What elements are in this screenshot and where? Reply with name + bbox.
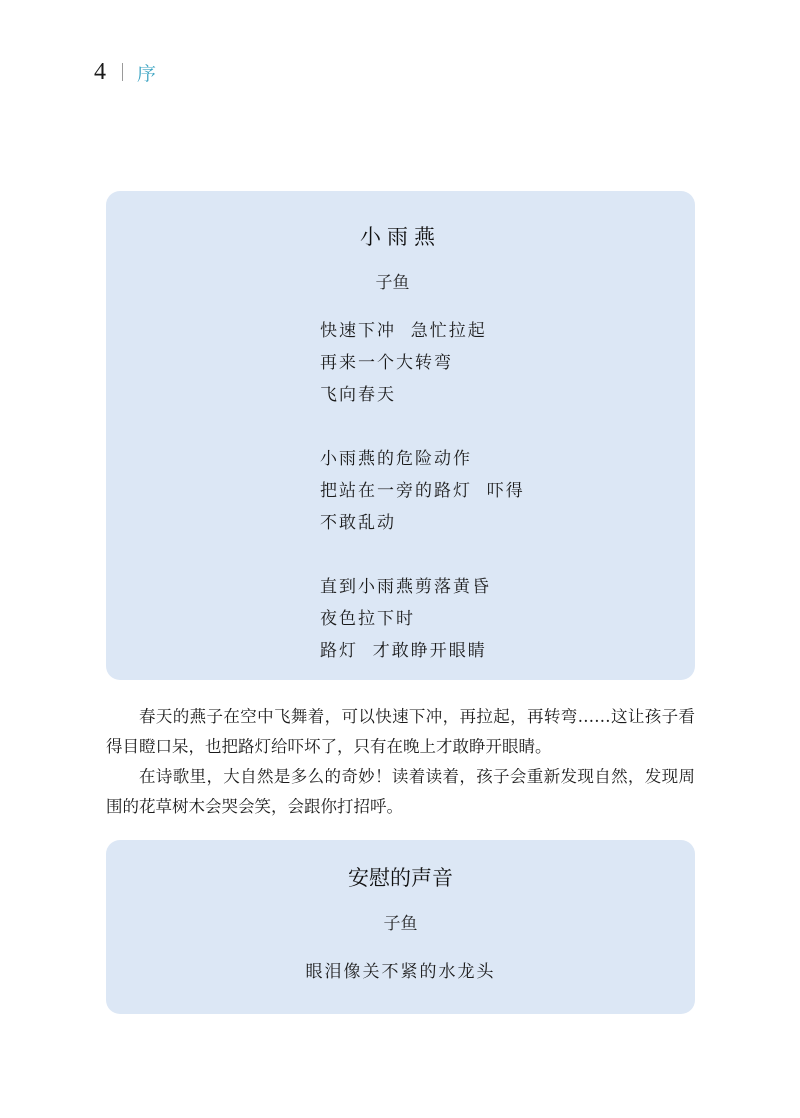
poem-line: 飞向春天 — [320, 385, 396, 405]
poem-title: 小雨燕 — [360, 225, 441, 249]
poem-line: 快速下冲 急忙拉起 — [320, 321, 487, 341]
stanza — [320, 571, 525, 667]
section-title: 序 — [137, 62, 157, 85]
poem-box-comfort — [106, 840, 695, 1014]
stanza — [320, 443, 525, 539]
poem-line: 直到小雨燕剪落黄昏 — [320, 577, 491, 597]
page-header — [94, 56, 156, 88]
page-number: 4 — [94, 58, 106, 85]
poem-title: 安慰的声音 — [348, 866, 453, 890]
stanza — [320, 315, 525, 411]
paragraph: 在诗歌里，大自然是多么的奇妙！读着读着，孩子会重新发现自然，发现周围的花草树木会哭会笑，会跟你打招呼。 — [106, 767, 695, 816]
paragraph: 春天的燕子在空中飞舞着，可以快速下冲，再拉起，再转弯……这让孩子看得目瞪口呆，也把路灯给吓坏了，只有在晚上才敢睁开眼睛。 — [106, 707, 695, 756]
poem-line: 眼泪像关不紧的水龙头 — [305, 962, 496, 982]
poem-box-swift — [106, 191, 695, 680]
poem-line: 把站在一旁的路灯 吓得 — [320, 481, 525, 501]
poem-line: 路灯 才敢睁开眼睛 — [320, 641, 487, 661]
poem-line: 夜色拉下时 — [320, 609, 415, 629]
poem-line: 不敢乱动 — [320, 513, 396, 533]
poem-line: 再来一个大转弯 — [320, 353, 453, 373]
header-divider — [122, 63, 123, 81]
commentary — [106, 702, 695, 822]
poem-author: 子鱼 — [383, 914, 418, 934]
poem-body — [320, 315, 525, 699]
poem-author: 子鱼 — [375, 273, 410, 293]
poem-line: 小雨燕的危险动作 — [320, 449, 472, 469]
